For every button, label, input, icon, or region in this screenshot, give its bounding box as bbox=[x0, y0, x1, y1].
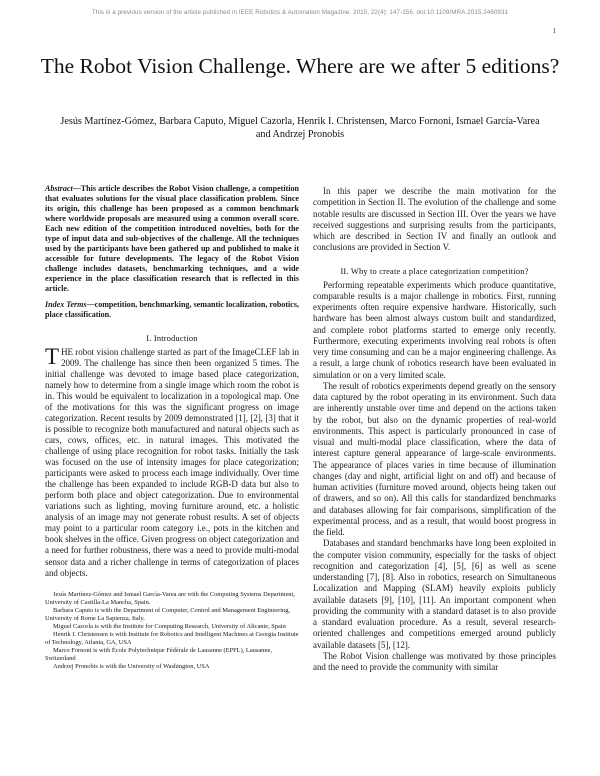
footnote: Jesús Martínez-Gómez and Ismael García-Varea are with the Computing Systems Department, University of Castilla-La Mancha, Spain. bbox=[45, 590, 295, 606]
abstract bbox=[45, 184, 299, 295]
intro-text: robot vision challenge started as part of the ImageCLEF lab in 2009. The challenge has since then been organized 5 times. The initial challenge was devoted to image based place categorization, namely how to determine from a single image which room the robot is in. This would be equivalent to localization in a topological map. One of the motivations for this was the significant progress on image categorization. Recent results by 2009 demonstrated [1], [2], [3] that it is possible to recognize both manufactured and natural objects such as cars, cows, offices, etc. in natural images. This motivated the challenge of using place recognition for robot tasks. Initially the task was focused on the use of intensity images for place categorization; participants were asked to process each image individually. Over time the challenge has been expanded to include RGB-D data but also to perform both place and object categorization. Due to environmental variations such as lighting, moving furniture around, etc. a holistic analysis of an image may not generate robust results. A set of objects may point to a particular room category i.e., pots in the kitchen and book shelves in the office. Given progress on object categorization and a need for further robustness, there was a need to provide multi-modal sensor data and a richer challenge in terms of categorization of places and objects. bbox=[45, 346, 299, 578]
drop-cap: T bbox=[45, 343, 60, 369]
left-column bbox=[45, 184, 299, 672]
publication-notice: This is a previous version of the article published in IEEE Robotics & Automation Magazine. 2015, 22(4): 147-156. doi:10.1109/MRA.2015.2460931 bbox=[91, 9, 509, 16]
footnote: Henrik I. Christensen is with Institute for Robotics and Intelligent Machines at Georgia Institute of Technology, Atlanta, GA, USA bbox=[45, 631, 299, 647]
footnote: Miguel Cazorla is with the Institute for Computing Research, University of Alicante, Spain bbox=[53, 622, 286, 630]
footnote: Barbara Caputo is with the Department of Computer, Control and Management Engineering, University of Rome La Sapienza, Italy. bbox=[45, 606, 291, 622]
footnote: Andrzej Pronobis is with the University of Washington, USA bbox=[53, 663, 210, 671]
section-heading-introduction: I. Introduction bbox=[146, 333, 198, 343]
index-terms-label: Index Terms bbox=[45, 299, 87, 309]
index-terms bbox=[45, 300, 299, 320]
paper-outline-paragraph: In this paper we describe the main motivation for the competition in Section II. The evolution of the challenge and some notable results are discussed in Section III. Over the years we have received suggestions and surprising results from the participants, which are described in Section IV and finally an outlook and conclusions are provided in Section V. bbox=[313, 186, 556, 253]
page-number: 1 bbox=[552, 27, 556, 35]
right-column bbox=[313, 186, 556, 673]
paper-title: The Robot Vision Challenge. Where are we after 5 editions? bbox=[40, 54, 560, 78]
footnote: Marco Fornoni is with École Polytechnique Fédérale de Lausanne (EPFL), Lausanne, Switzerland bbox=[45, 647, 272, 663]
abstract-text: —This article describes the Robot Vision challenge, a competition that evaluates solutions for the visual place classification problem. Since its origin, this challenge has been proposed as a common benchmark where worldwide proposals are measured using a common overall score. Each new edition of the competition introduced novelties, both for the type of input data and sub-objectives of the challenge. All the techniques used by the participants have been gathered up and published to make it accessible for future developments. The legacy of the Robot Vision challenge includes datasets, benchmarking techniques, and a wide experience in the place classification research that is reflected in this article. bbox=[45, 184, 299, 294]
body-paragraph: The result of robotics experiments depend greatly on the sensory data captured by the robot operating in its environment. Such data are inherently unstable over time and depend on the actions taken by the robot, but also on the dynamic properties of real-world environments. This aspect is particularly pronounced in case of visual and multi-modal place classification, where the data of interest capture general appearance of large-scale environments. The appearance of places varies in time because of illumination changes (day and night, artificial light on and off) and because of human activities (furniture moved around, objects being taken out of drawers, and so on). All this calls for standardized benchmarks and databases allowing for fair comparisons, simplification of the experimental process, and as a result, that would boost progress in the field. bbox=[313, 380, 556, 537]
intro-paragraph bbox=[45, 343, 299, 579]
intro-first-word: HE bbox=[61, 346, 73, 357]
author-list: Jesús Martínez-Gómez, Barbara Caputo, Miguel Cazorla, Henrik I. Christensen, Marco Fornoni, Ismael García-Varea and Andrzej Pronobis bbox=[60, 116, 540, 140]
body-paragraph: Performing repeatable experiments which produce quantitative, comparable results is a major challenge in robotics. First, running experiments often require expensive hardware. Historically, such hardware has been almost always custom built and standardized, and complete robot platforms started to emerge only recently. Furthermore, executing experiments involving real robots is often very time consuming and can be a major engineering challenge. As a result, a large chunk of robotics research have been evaluated in simulation or on a very limited scale. bbox=[313, 279, 556, 380]
index-terms-text: —competition, benchmarking, semantic localization, robotics, place classification. bbox=[45, 299, 300, 319]
section-heading-why: II. Why to create a place categorization competition? bbox=[340, 266, 529, 276]
body-paragraph: The Robot Vision challenge was motivated by those principles and the need to provide the community with similar bbox=[313, 650, 556, 672]
affiliation-footnotes bbox=[45, 591, 299, 672]
abstract-label: Abstract bbox=[45, 184, 73, 193]
body-paragraph: Databases and standard benchmarks have long been exploited in the computer vision community, especially for the tasks of object recognition and categorization [4], [5], [6] as well as scene understanding [7], [8]. Also in robotics, research on Simultaneous Localization and Mapping (SLAM) heavily exploits publicly available datasets [9], [10], [11]. An important component when providing the community with a standard dataset is to also provide a standard evaluation procedure. As a result, several research-oriented challenges and competitions emerged around publicly available datasets [5], [12]. bbox=[313, 538, 556, 650]
